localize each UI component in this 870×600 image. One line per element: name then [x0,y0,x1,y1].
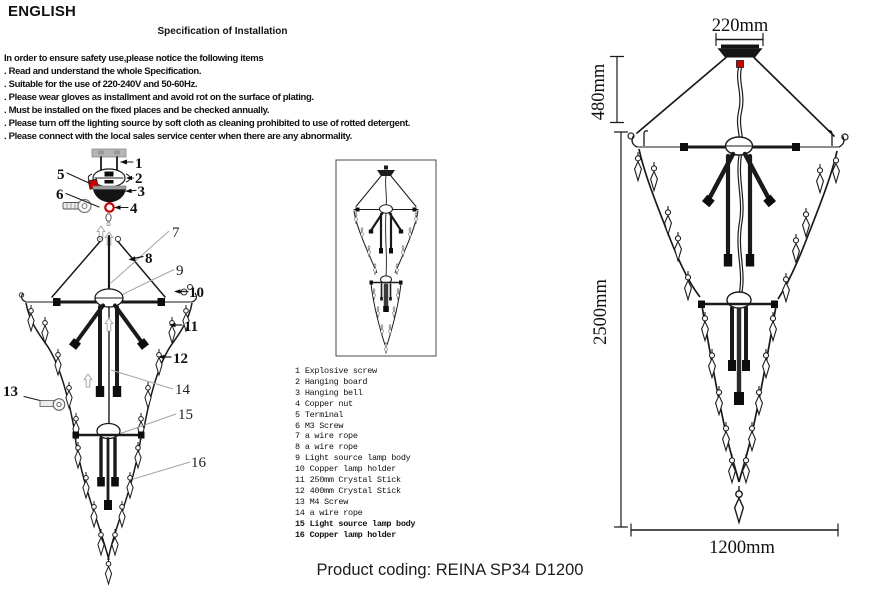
parts-list-item: 13 M4 Screw [295,496,349,507]
parts-list-item: 9 Light source lamp body [295,453,411,464]
parts-list-item: 14 a wire rope [295,507,363,518]
callout-5: 5 [57,167,65,183]
parts-list-item: 2 Hanging board [295,376,368,387]
ceiling-plate [92,149,126,157]
callout-14: 14 [175,382,190,398]
callout-11: 11 [184,319,199,335]
callout-1: 1 [135,156,143,172]
terminal-highlight [737,61,744,68]
crystal-drops-upper [635,152,840,302]
hanging-bell [93,190,126,203]
parts-list-item: 4 Copper nut [295,398,353,409]
callout-6: 6 [56,187,64,203]
callout-7: 7 [172,225,180,241]
dim-canopy-width: 220mm [711,16,769,36]
callout-12: 12 [173,351,188,367]
parts-list-item: 12 400mm Crystal Stick [295,485,401,496]
product-coding: Product coding: REINA SP34 D1200 [316,561,584,579]
callout-3: 3 [137,184,145,200]
lower-tier [698,292,778,522]
instruction-line: . Please connect with the local sales service center when there are any abnormality. [4,131,352,142]
lower-tier [73,424,207,585]
dim-drop-height: 480mm [589,63,609,121]
parts-list-item: 3 Hanging bell [295,387,363,398]
instruction-intro: In order to ensure safety use,please notice the following items [4,53,264,64]
parts-list-item: 5 Terminal [295,409,344,420]
parts-list-item: 15 Light source lamp body [295,518,416,529]
exploded-parts-diagram [0,145,232,595]
parts-list-item: 8 a wire rope [295,442,358,453]
upper-tier [628,131,848,302]
parts-list-item: 1 Explosive screw [295,366,377,376]
parts-list-item: 7 a wire rope [295,431,358,442]
callout-2: 2 [135,171,143,187]
callout-15: 15 [178,407,193,423]
ceiling-mount-detail [56,149,145,226]
dimension-diagram [588,8,870,560]
instruction-line: . Read and understand the whole Specification. [4,66,202,77]
m4-screw [40,399,65,411]
parts-list-item: 10 Copper lamp holder [295,464,397,475]
light-source-lamp-body-lower [97,424,120,439]
wire-ropes [52,225,184,297]
dim-body-height: 2500mm [591,279,611,345]
wire-rope-left [52,242,100,298]
copper-nut-highlight [105,203,113,211]
parts-list-item: 11 250mm Crystal Stick [295,475,401,486]
wire-rope-right [118,242,165,298]
instruction-line: . Please wear gloves as installment and avoid rot on the surface of plating. [4,92,314,103]
instruction-line: . Suitable for the use of 220-240V and 50-60Hz. [4,79,198,90]
instruction-line: . Must be installed on the fixed places and be checked annually. [4,105,270,116]
parts-list [295,366,415,541]
upper-tier [19,285,204,440]
safety-instructions [4,52,524,143]
page-title: Specification of Installation [157,26,288,37]
callout-10: 10 [189,285,204,301]
callout-8: 8 [145,251,153,267]
parts-list-item: 6 M3 Screw [295,420,344,431]
callout-4: 4 [130,201,138,217]
callout-9: 9 [176,263,184,279]
callout-16: 16 [191,455,206,471]
canopy [721,45,759,49]
assembled-overview-diagram [330,155,442,361]
dim-body-width: 1200mm [709,538,775,558]
instruction-line: . Please turn off the lighting source by soft cloth as cleaning prohibited to use of rotted detergent. [4,118,411,129]
parts-list-item: 16 Copper lamp holder [295,529,397,540]
language-label: ENGLISH [8,3,77,20]
callout-13: 13 [3,384,18,400]
